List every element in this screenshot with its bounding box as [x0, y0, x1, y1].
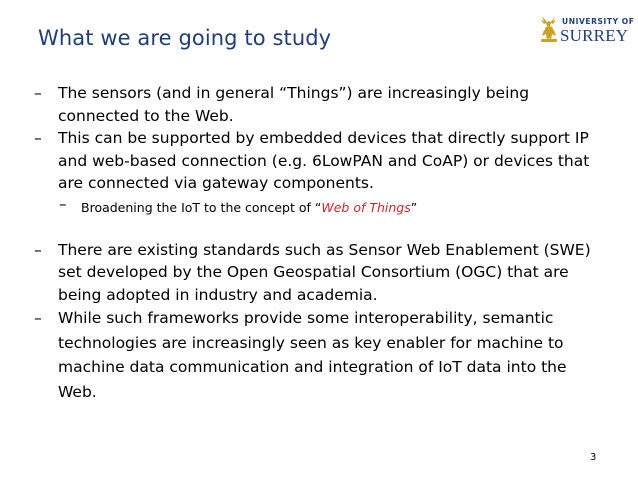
bullet-dash: –: [34, 84, 42, 102]
university-logo: [538, 14, 635, 46]
page-number: 3: [590, 452, 597, 463]
bullet-text: The sensors (and in general “Things”) are increasingly being connected to the Web.: [58, 84, 530, 125]
bullet-item: [34, 82, 594, 127]
bullet-dash: –: [34, 129, 42, 147]
stag-emblem-icon: [538, 14, 560, 44]
sub-bullet-text: Broadening the IoT to the concept of “: [81, 199, 322, 215]
sub-bullet-text-end: ”: [410, 199, 418, 215]
bullet-dash: –: [59, 194, 67, 213]
web-of-things-highlight: Web of Things: [321, 199, 411, 215]
bullet-list: [34, 82, 594, 404]
spacer: [34, 217, 594, 239]
bullet-item: [34, 239, 594, 307]
bullet-item: [34, 306, 594, 404]
bullet-text: There are existing standards such as Sensor Web Enablement (SWE) set developed by the Open Geospatial Consortium (OGC) that are being adopted in industry and academia.: [58, 240, 591, 304]
logo-surrey: SURREY: [560, 26, 629, 45]
bullet-text: This can be supported by embedded devices that directly support IP and web-based connection (e.g. 6LowPAN and CoAP) or devices that are connected via gateway components.: [58, 129, 590, 192]
bullet-item: [34, 127, 594, 195]
bullet-text: While such frameworks provide some interoperability, semantic technologies are increasingly seen as key enabler for machine to machine data communication and integration of IoT data into the Web.: [58, 309, 567, 401]
bullet-dash: –: [34, 240, 42, 259]
logo-university-of: UNIVERSITY OF: [562, 17, 635, 26]
bullet-dash: –: [34, 309, 42, 327]
slide-title: What we are going to study: [38, 26, 332, 50]
sub-bullet-item: [59, 194, 594, 217]
